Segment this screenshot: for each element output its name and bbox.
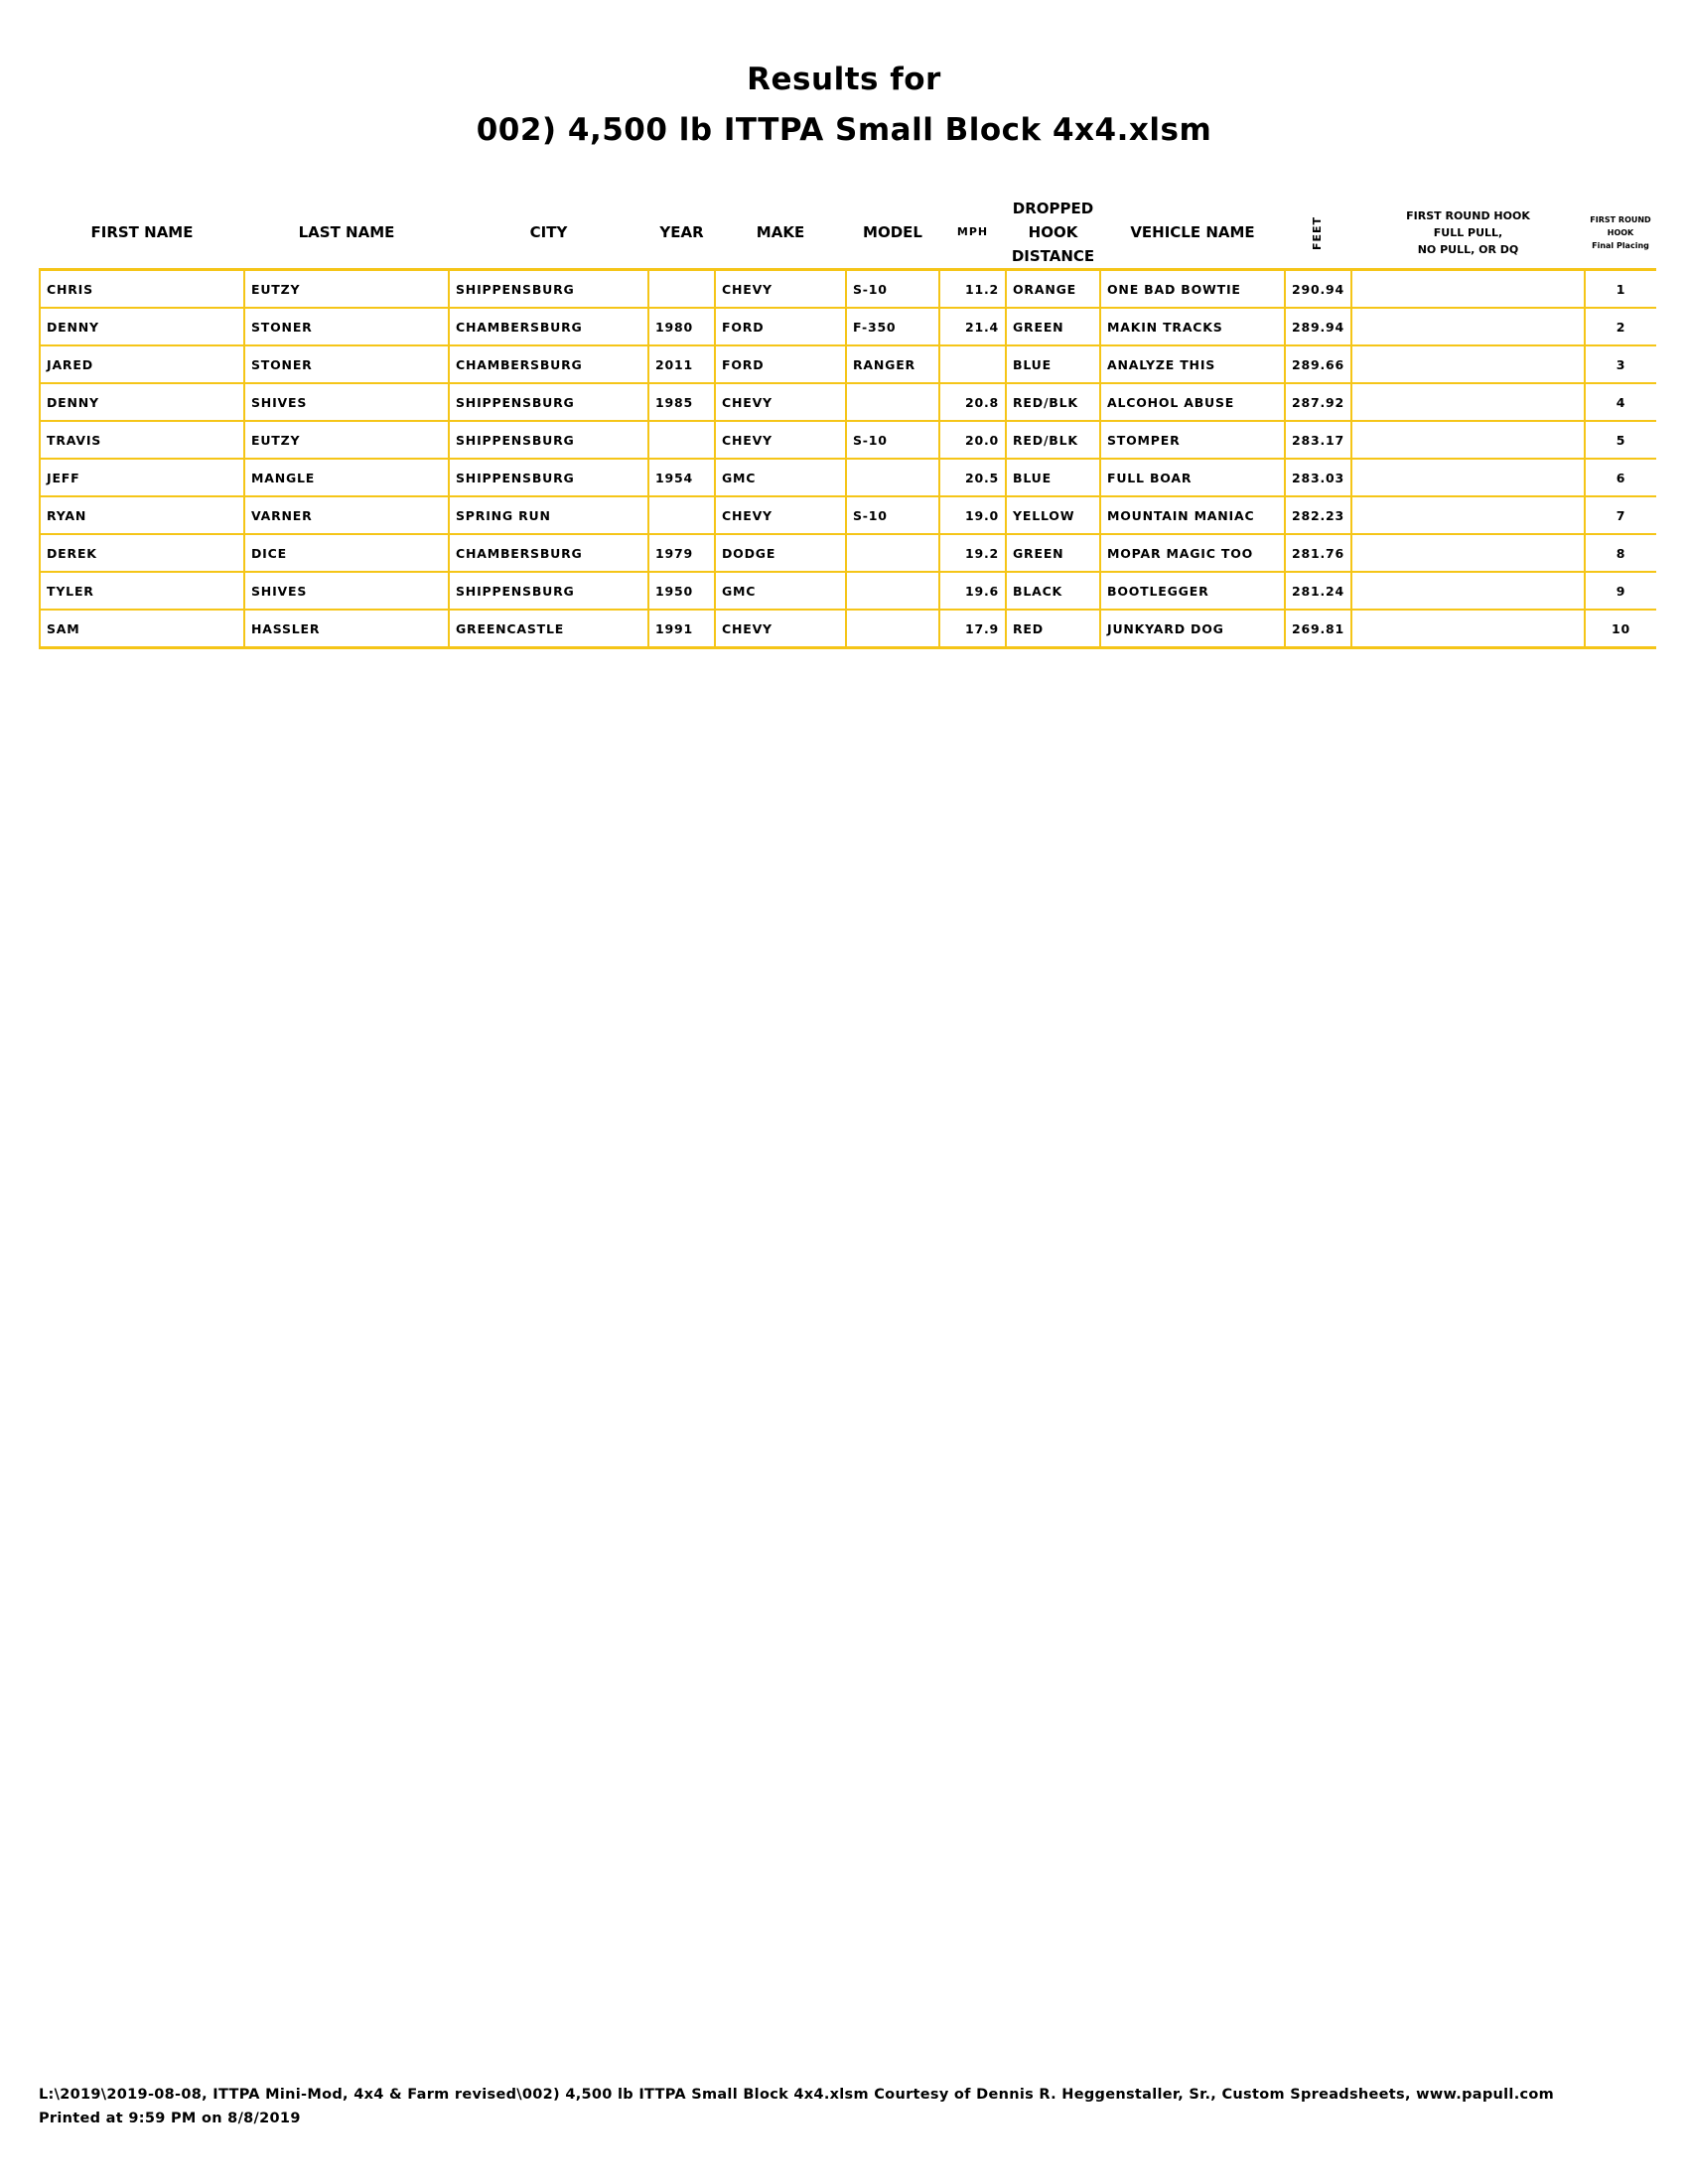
cell-dropped-hook-distance: BLUE: [1006, 459, 1100, 496]
table-row: [40, 534, 1656, 572]
cell-vehicle-name: MOUNTAIN MANIAC: [1100, 496, 1285, 534]
cell-mph: 20.8: [939, 383, 1006, 421]
cell-make: GMC: [715, 459, 846, 496]
cell-vehicle-name: ALCOHOL ABUSE: [1100, 383, 1285, 421]
header-first-name: FIRST NAME: [90, 223, 194, 241]
cell-vehicle-name: ANALYZE THIS: [1100, 345, 1285, 383]
cell-first-round-hook: [1351, 308, 1585, 345]
cell-final-placing: 2: [1585, 308, 1656, 345]
cell-vehicle-name: FULL BOAR: [1100, 459, 1285, 496]
cell-feet: 283.03: [1285, 459, 1351, 496]
table-row: [40, 459, 1656, 496]
header-mph: MPH: [956, 225, 989, 238]
cell-feet: 269.81: [1285, 610, 1351, 648]
cell-dropped-hook-distance: YELLOW: [1006, 496, 1100, 534]
cell-dropped-hook-distance: ORANGE: [1006, 270, 1100, 309]
cell-year: 1985: [648, 383, 715, 421]
header-dropped-line3: DISTANCE: [1011, 247, 1095, 265]
cell-feet: 283.17: [1285, 421, 1351, 459]
cell-year: 2011: [648, 345, 715, 383]
cell-make: CHEVY: [715, 270, 846, 309]
cell-final-placing: 9: [1585, 572, 1656, 610]
table-row: [40, 270, 1656, 309]
cell-make: FORD: [715, 308, 846, 345]
cell-vehicle-name: JUNKYARD DOG: [1100, 610, 1285, 648]
cell-city: SHIPPENSBURG: [449, 383, 648, 421]
cell-first-name: SAM: [40, 610, 244, 648]
cell-first-round-hook: [1351, 421, 1585, 459]
cell-vehicle-name: MAKIN TRACKS: [1100, 308, 1285, 345]
cell-vehicle-name: ONE BAD BOWTIE: [1100, 270, 1285, 309]
header-vehicle-name: VEHICLE NAME: [1130, 223, 1255, 241]
cell-last-name: STONER: [244, 308, 449, 345]
footer-printed-at: Printed at 9:59 PM on 8/8/2019: [39, 2111, 301, 2126]
header-final-placing: [1585, 197, 1656, 270]
table-row: [40, 421, 1656, 459]
cell-model: S-10: [846, 270, 939, 309]
cell-last-name: HASSLER: [244, 610, 449, 648]
cell-final-placing: 4: [1585, 383, 1656, 421]
cell-first-name: JEFF: [40, 459, 244, 496]
cell-first-round-hook: [1351, 345, 1585, 383]
header-last-name: LAST NAME: [298, 223, 395, 241]
cell-first-round-hook: [1351, 270, 1585, 309]
cell-dropped-hook-distance: GREEN: [1006, 534, 1100, 572]
header-placing-line2: HOOK: [1607, 227, 1634, 237]
header-feet-label: FEET: [1311, 215, 1325, 251]
cell-last-name: MANGLE: [244, 459, 449, 496]
cell-final-placing: 1: [1585, 270, 1656, 309]
table-row: [40, 496, 1656, 534]
cell-first-round-hook: [1351, 572, 1585, 610]
cell-first-name: DENNY: [40, 308, 244, 345]
cell-model: [846, 610, 939, 648]
cell-feet: 282.23: [1285, 496, 1351, 534]
cell-last-name: EUTZY: [244, 270, 449, 309]
page-title: Results for: [747, 62, 941, 97]
cell-mph: 19.2: [939, 534, 1006, 572]
page-subtitle: 002) 4,500 lb ITTPA Small Block 4x4.xlsm: [476, 112, 1212, 148]
cell-year: [648, 421, 715, 459]
cell-make: CHEVY: [715, 610, 846, 648]
cell-feet: 281.76: [1285, 534, 1351, 572]
table-row: [40, 610, 1656, 648]
cell-make: FORD: [715, 345, 846, 383]
cell-mph: 21.4: [939, 308, 1006, 345]
header-model: MODEL: [863, 223, 922, 241]
cell-city: CHAMBERSBURG: [449, 308, 648, 345]
table-row: [40, 383, 1656, 421]
cell-year: 1980: [648, 308, 715, 345]
cell-first-name: CHRIS: [40, 270, 244, 309]
cell-make: CHEVY: [715, 496, 846, 534]
cell-mph: 20.0: [939, 421, 1006, 459]
cell-first-round-hook: [1351, 459, 1585, 496]
cell-year: 1950: [648, 572, 715, 610]
cell-model: [846, 383, 939, 421]
header-first-round-hook: [1351, 197, 1585, 270]
cell-city: SPRING RUN: [449, 496, 648, 534]
cell-first-name: DEREK: [40, 534, 244, 572]
header-year: YEAR: [659, 223, 704, 241]
cell-last-name: SHIVES: [244, 383, 449, 421]
cell-dropped-hook-distance: RED/BLK: [1006, 383, 1100, 421]
cell-first-name: DENNY: [40, 383, 244, 421]
cell-city: CHAMBERSBURG: [449, 345, 648, 383]
cell-city: SHIPPENSBURG: [449, 572, 648, 610]
cell-first-round-hook: [1351, 383, 1585, 421]
header-placing-line1: FIRST ROUND: [1590, 214, 1651, 224]
cell-model: S-10: [846, 496, 939, 534]
cell-final-placing: 10: [1585, 610, 1656, 648]
cell-dropped-hook-distance: BLUE: [1006, 345, 1100, 383]
cell-feet: 290.94: [1285, 270, 1351, 309]
cell-vehicle-name: STOMPER: [1100, 421, 1285, 459]
cell-make: DODGE: [715, 534, 846, 572]
cell-dropped-hook-distance: RED: [1006, 610, 1100, 648]
header-first-round-line1: FIRST ROUND HOOK: [1406, 208, 1530, 222]
header-feet: [1285, 197, 1351, 270]
cell-first-name: JARED: [40, 345, 244, 383]
cell-city: CHAMBERSBURG: [449, 534, 648, 572]
cell-mph: [939, 345, 1006, 383]
cell-model: RANGER: [846, 345, 939, 383]
cell-dropped-hook-distance: GREEN: [1006, 308, 1100, 345]
cell-mph: 11.2: [939, 270, 1006, 309]
cell-last-name: VARNER: [244, 496, 449, 534]
header-city: CITY: [529, 223, 568, 241]
header-first-round-line3: NO PULL, OR DQ: [1417, 242, 1519, 256]
cell-city: SHIPPENSBURG: [449, 270, 648, 309]
header-dropped-line2: HOOK: [1028, 223, 1078, 241]
cell-first-name: TYLER: [40, 572, 244, 610]
cell-make: GMC: [715, 572, 846, 610]
table-row: [40, 308, 1656, 345]
cell-final-placing: 7: [1585, 496, 1656, 534]
cell-feet: 287.92: [1285, 383, 1351, 421]
cell-model: S-10: [846, 421, 939, 459]
cell-city: SHIPPENSBURG: [449, 459, 648, 496]
cell-final-placing: 6: [1585, 459, 1656, 496]
header-placing-line3: Final Placing: [1592, 240, 1649, 250]
cell-first-round-hook: [1351, 610, 1585, 648]
cell-final-placing: 5: [1585, 421, 1656, 459]
cell-last-name: SHIVES: [244, 572, 449, 610]
cell-mph: 19.0: [939, 496, 1006, 534]
results-table: [39, 197, 1656, 649]
cell-mph: 19.6: [939, 572, 1006, 610]
table-header-row: [40, 197, 1656, 270]
cell-feet: 289.94: [1285, 308, 1351, 345]
cell-year: [648, 270, 715, 309]
header-dropped-hook-distance: [1006, 197, 1100, 270]
cell-vehicle-name: MOPAR MAGIC TOO: [1100, 534, 1285, 572]
cell-model: [846, 572, 939, 610]
cell-city: SHIPPENSBURG: [449, 421, 648, 459]
header-dropped-line1: DROPPED: [1012, 200, 1094, 217]
cell-model: [846, 534, 939, 572]
cell-year: 1991: [648, 610, 715, 648]
cell-feet: 289.66: [1285, 345, 1351, 383]
cell-first-round-hook: [1351, 496, 1585, 534]
cell-year: 1979: [648, 534, 715, 572]
cell-city: GREENCASTLE: [449, 610, 648, 648]
cell-final-placing: 8: [1585, 534, 1656, 572]
cell-model: [846, 459, 939, 496]
cell-mph: 17.9: [939, 610, 1006, 648]
cell-model: F-350: [846, 308, 939, 345]
cell-dropped-hook-distance: RED/BLK: [1006, 421, 1100, 459]
cell-final-placing: 3: [1585, 345, 1656, 383]
cell-last-name: EUTZY: [244, 421, 449, 459]
cell-year: [648, 496, 715, 534]
cell-dropped-hook-distance: BLACK: [1006, 572, 1100, 610]
cell-first-name: RYAN: [40, 496, 244, 534]
table-row: [40, 572, 1656, 610]
header-first-round-line2: FULL PULL,: [1433, 225, 1503, 239]
cell-feet: 281.24: [1285, 572, 1351, 610]
cell-first-round-hook: [1351, 534, 1585, 572]
footer-file-path: L:\2019\2019-08-08, ITTPA Mini-Mod, 4x4 & Farm revised\002) 4,500 lb ITTPA Small Block 4x4.xlsm Courtesy of Dennis R. Heggenstaller, Sr., Custom Spreadsheets, www.papull.com: [39, 2087, 1555, 2103]
cell-last-name: STONER: [244, 345, 449, 383]
table-row: [40, 345, 1656, 383]
results-body: [40, 270, 1656, 648]
cell-last-name: DICE: [244, 534, 449, 572]
cell-mph: 20.5: [939, 459, 1006, 496]
cell-make: CHEVY: [715, 383, 846, 421]
cell-first-name: TRAVIS: [40, 421, 244, 459]
cell-year: 1954: [648, 459, 715, 496]
cell-make: CHEVY: [715, 421, 846, 459]
cell-vehicle-name: BOOTLEGGER: [1100, 572, 1285, 610]
header-make: MAKE: [756, 223, 805, 241]
